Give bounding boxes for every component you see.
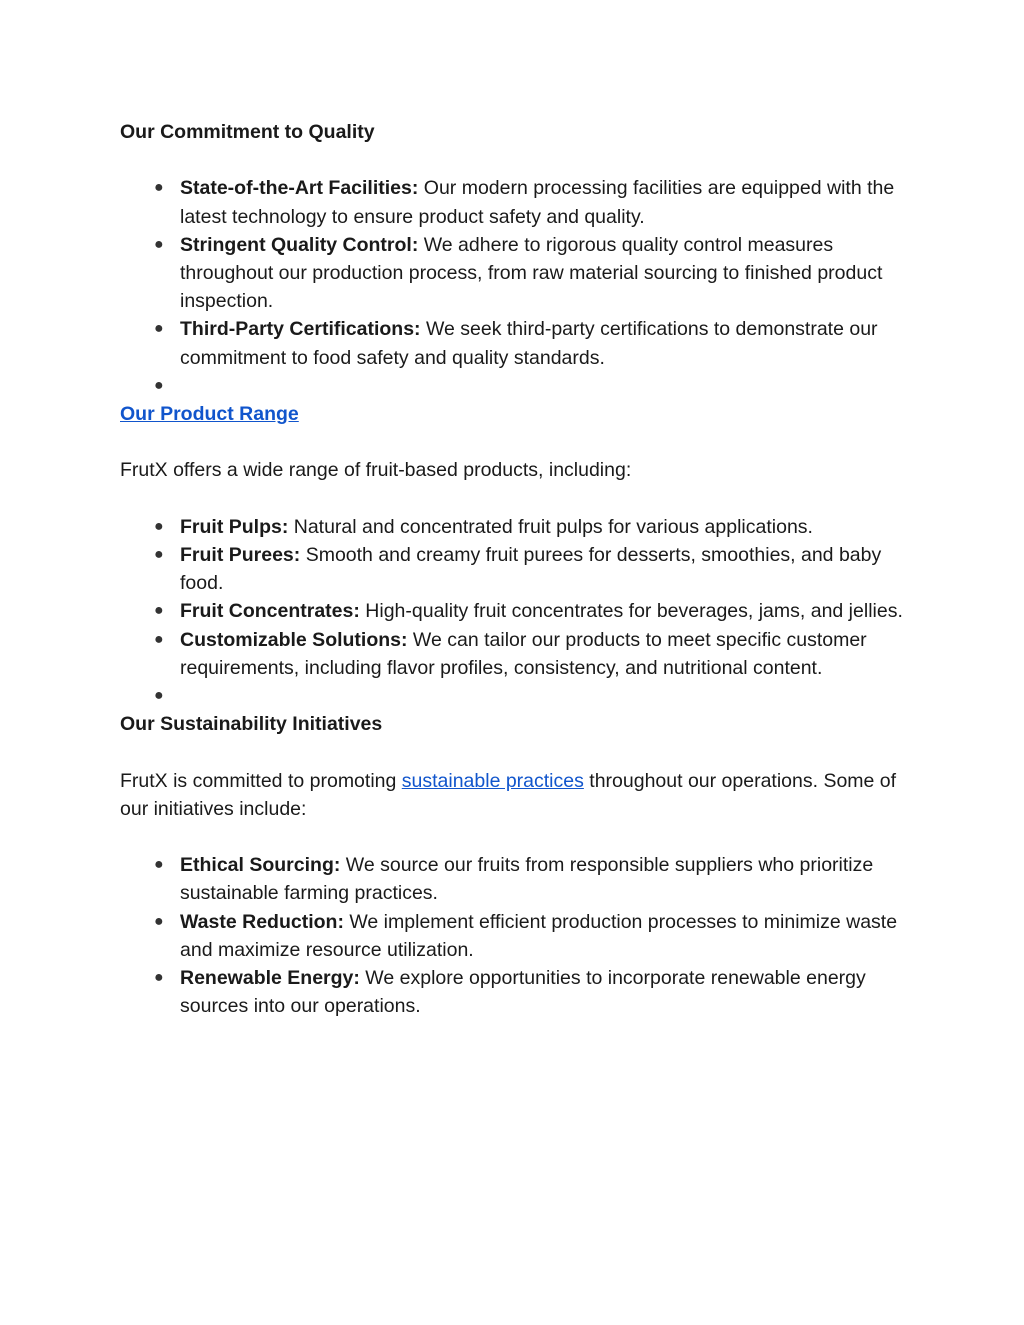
list-item-term: Customizable Solutions: [180, 628, 408, 651]
products-list [120, 513, 910, 710]
list-item-text: We can tailor our products to meet specific customer requirements, including flavor profiles, consistency, and nutritional content. [180, 628, 867, 679]
list-item [120, 315, 910, 371]
bullet-icon: ● [154, 179, 164, 197]
bullet-icon: ● [154, 235, 164, 253]
bullet-icon: ● [154, 320, 164, 338]
list-item-text: Our modern processing facilities are equipped with the latest technology to ensure product safety and quality. [180, 177, 895, 228]
list-item [120, 231, 910, 316]
products-intro: FrutX offers a wide range of fruit-based products, including: [120, 459, 632, 482]
intro-text: FrutX is committed to promoting [120, 769, 402, 792]
list-item-term: Renewable Energy: [180, 967, 360, 990]
list-item [120, 964, 910, 1020]
list-item-text: Smooth and creamy fruit purees for desserts, smoothies, and baby food. [180, 544, 882, 595]
list-item [120, 174, 910, 230]
sustainable-practices-link[interactable]: sustainable practices [401, 769, 584, 792]
list-item [120, 597, 910, 625]
list-item [120, 541, 910, 597]
list-item-term: Waste Reduction: [180, 910, 344, 933]
sustainability-intro [120, 767, 910, 823]
empty-list-item [120, 682, 910, 710]
list-item [120, 513, 910, 541]
empty-list-item [120, 372, 910, 400]
list-item [120, 626, 910, 682]
list-item-term: Fruit Pulps: [180, 515, 289, 538]
list-item-term: Stringent Quality Control: [180, 233, 419, 256]
list-item [120, 851, 910, 907]
sustainability-list [120, 851, 910, 1020]
document-body [120, 118, 910, 1020]
list-item-text: We explore opportunities to incorporate renewable energy sources into our operations. [180, 967, 866, 1018]
list-item-term: Third-Party Certifications: [180, 318, 421, 341]
quality-list [120, 174, 910, 400]
bullet-icon: ● [154, 546, 164, 563]
list-item-term: Fruit Purees: [180, 544, 301, 566]
bullet-icon: ● [154, 602, 164, 620]
bullet-icon: ● [154, 517, 164, 535]
section-heading-sustainability: Our Sustainability Initiatives [120, 713, 383, 736]
list-item-term: State-of-the-Art Facilities: [180, 177, 419, 200]
bullet-icon: ● [154, 912, 164, 930]
list-item [120, 908, 910, 964]
bullet-icon: ● [154, 376, 164, 394]
list-item-text: We adhere to rigorous quality control measures throughout our production process, from raw material sourcing to finished product inspection. [180, 233, 883, 313]
list-item-text: We source our fruits from responsible suppliers who prioritize sustainable farming practices. [180, 854, 874, 905]
list-item-text: High-quality fruit concentrates for beverages, jams, and jellies. [359, 600, 903, 623]
bullet-icon: ● [154, 687, 164, 705]
list-item-text: We seek third-party certifications to demonstrate our commitment to food safety and quality standards. [180, 318, 878, 369]
section-heading-quality: Our Commitment to Quality [120, 121, 375, 143]
product-range-link[interactable]: Our Product Range [120, 403, 299, 426]
list-item-term: Fruit Concentrates: [180, 600, 360, 623]
list-item-term: Ethical Sourcing: [180, 854, 341, 877]
bullet-icon: ● [154, 630, 164, 648]
intro-text: throughout our operations. Some of our initiatives include: [120, 769, 897, 820]
bullet-icon: ● [154, 856, 164, 874]
section-heading-products [120, 400, 910, 428]
list-item-text: We implement efficient production processes to minimize waste and maximize resource utilization. [180, 910, 898, 961]
bullet-icon: ● [154, 969, 164, 987]
list-item-text: Natural and concentrated fruit pulps for various applications. [288, 515, 813, 538]
